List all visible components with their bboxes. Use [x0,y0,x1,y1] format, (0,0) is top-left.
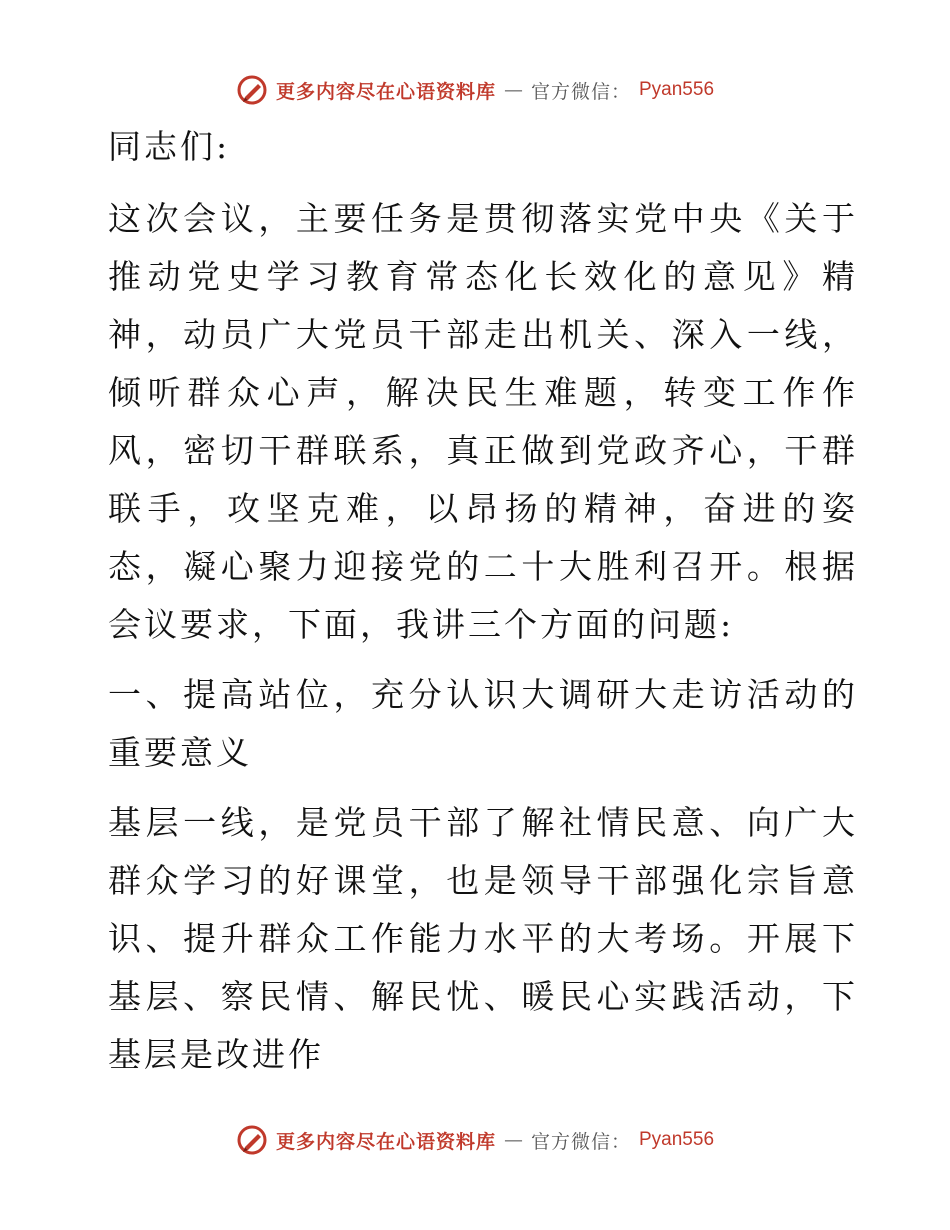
watermark-wechat-id: Pyan556 [639,1129,715,1150]
watermark-main-text: 更多内容尽在心语资料库 [275,1130,496,1153]
greeting: 同志们: [108,127,231,166]
pen-logo-icon [236,1124,268,1156]
watermark-wechat-id: Pyan556 [639,79,715,100]
paragraph-intro: 这次会议，主要任务是贯彻落实党中央《关于推动党史学习教育常态化长效化的意见》精神，动员广大党员干部走出机关、深入一线，倾听群众心声，解决民生难题，转变工作作风，密切干群联系，真正做到党政齐心，干群联手，攻坚克难，以昂扬的精神，奋进的姿态，凝心聚力迎接党的二十大胜利召开。根据会议要求，下面，我讲三个方面的问题: [108,199,858,644]
document-body [98,118,858,1084]
watermark-footer [0,1120,950,1160]
pen-logo-icon [236,74,268,106]
watermark-header [0,70,950,110]
paragraph-section-1: 基层一线，是党员干部了解社情民意、向广大群众学习的好课堂，也是领导干部强化宗旨意识、提升群众工作能力水平的大考场。开展下基层、察民情、解民忧、暖民心实践活动，下基层是改进作 [108,803,858,1074]
watermark-dash: — [503,1129,523,1151]
watermark-main-text: 更多内容尽在心语资料库 [275,80,496,103]
watermark-dash: — [503,79,523,101]
section-heading-1: 一、提高站位，充分认识大调研大走访活动的重要意义 [108,675,858,772]
watermark-sub-text: 官方微信： [530,1130,631,1153]
watermark-sub-text: 官方微信： [530,80,631,103]
